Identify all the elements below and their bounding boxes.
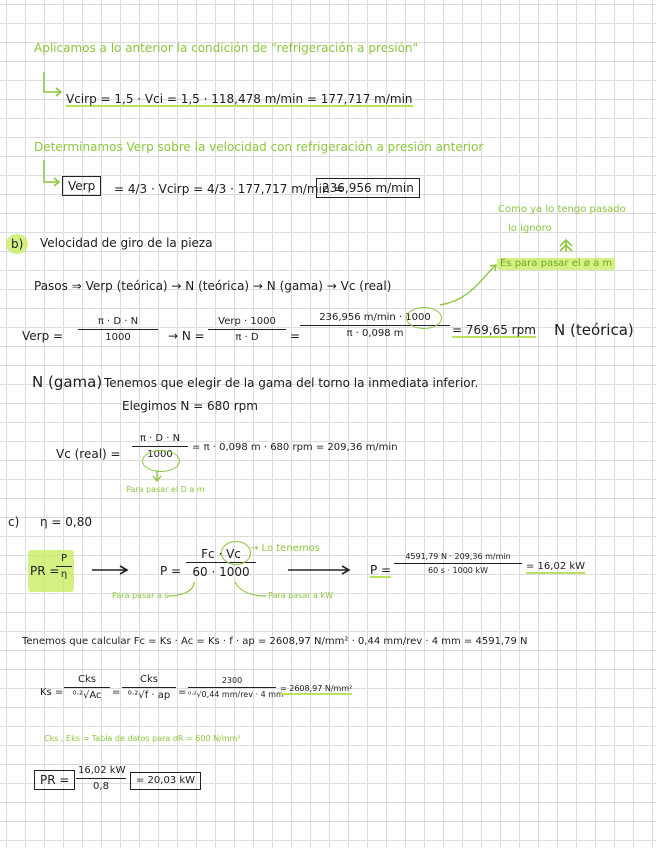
frac-fc-vc: $\frac{Fc \cdot Vc}{60 \cdot 1000}$ bbox=[186, 548, 256, 578]
frac-pr-numeric: $\frac{16,02 kW}{0,8}$ bbox=[78, 765, 126, 792]
elegimos-line: Elegimos N = 680 rpm bbox=[122, 399, 258, 413]
equals-2: = bbox=[178, 687, 187, 698]
frac-p-eta: $\frac{P}{\eta}$ bbox=[56, 554, 72, 580]
section-b-label: b) bbox=[6, 234, 28, 254]
note-line-1: Aplicamos a lo anterior la condición de "refrigeración a presión" bbox=[34, 41, 419, 55]
frac-power-numeric: 4591,79 N · 209,36 m/min 60 s · 1000 kW bbox=[394, 553, 522, 575]
ve-rp-mid: = 4/3 · Vcirp = 4/3 · 177,717 m/min = bbox=[114, 182, 344, 196]
circle-1000 bbox=[406, 307, 442, 329]
circle-vc bbox=[221, 541, 251, 565]
side-note-3: Es para pasar el ø a m bbox=[497, 258, 615, 270]
n-teorica-label: N (teórica) bbox=[554, 321, 634, 339]
frac-cks-f-ap: Cks ⁰ᐧ²√f · ap bbox=[122, 675, 176, 701]
frac-verp-1000: Verp · 1000 π · D bbox=[208, 317, 286, 343]
vc-real-result: = π · 0,098 m · 680 rpm = 209,36 m/min bbox=[192, 442, 398, 453]
ks-result: = 2608,97 N/mm² bbox=[280, 684, 353, 693]
ve-rp-symbol: Verp = bbox=[22, 329, 64, 343]
p-lhs-2: P = bbox=[370, 563, 392, 577]
ve-rp-result: 236,956 m/min bbox=[316, 178, 420, 198]
note-pasar-d: Para pasar el D a m bbox=[126, 485, 205, 494]
frac-numeric-n: 236,956 m/min · 1000 π · 0,098 m bbox=[300, 313, 450, 339]
cks-table-note: Cks , Eks ⇒ Tabla de datos para σR = 600 N/mm² bbox=[44, 734, 241, 743]
pr2-lhs: PR = bbox=[34, 770, 75, 790]
pasos-line: Pasos ⇒ Verp (teórica) → N (teórica) → N (gama) → Vc (real) bbox=[34, 279, 392, 293]
frac-cks-ac: Cks ⁰ᐧ²√Ac bbox=[64, 675, 110, 701]
n-equals: → N = bbox=[168, 329, 205, 343]
pr-lhs: PR = bbox=[30, 564, 60, 578]
equals-sign: = bbox=[290, 329, 301, 343]
section-b-title: Velocidad de giro de la pieza bbox=[40, 236, 213, 250]
lo-tenemos-note: → Lo tenemos bbox=[250, 543, 320, 554]
fc-line: Tenemos que calcular Fc = Ks · Ac = Ks · f · ap = 2608,97 N/mm² · 0,44 mm/rev · 4 mm = 4591,79 N bbox=[22, 636, 528, 647]
note-line-2: Determinamos Verp sobre la velocidad con refrigeración a presión anterior bbox=[34, 140, 484, 154]
eta-value: η = 0,80 bbox=[40, 515, 93, 529]
ve-rp-lhs: Verp bbox=[62, 176, 101, 196]
equals-1: = bbox=[112, 687, 121, 698]
n-gama-label: N (gama) bbox=[32, 373, 103, 391]
note-pasar-s: Para pasar a s bbox=[112, 591, 169, 600]
vc-rp-equation: Vcirp = 1,5 · Vci = 1,5 · 118,478 m/min = 177,717 m/min bbox=[66, 92, 413, 106]
frac-vc-real: $\frac{\pi \cdot D \cdot N}{1000}$ bbox=[132, 434, 188, 460]
note-pasar-kw: Para pasar a kW bbox=[268, 591, 333, 600]
side-note-1: Como ya lo tengo pasado bbox=[498, 204, 626, 215]
circle-1000-b bbox=[142, 450, 180, 472]
p-result: = 16,02 kW bbox=[526, 561, 586, 572]
n-result: = 769,65 rpm bbox=[452, 323, 536, 337]
frac-pi-d-n: $\frac{\pi \cdot D \cdot N}{1000}$ bbox=[78, 317, 158, 343]
section-c-label: c) bbox=[8, 515, 20, 529]
vc-real-label: Vc (real) = bbox=[56, 447, 121, 461]
ks-lhs: Ks = bbox=[40, 687, 64, 698]
p-lhs: P = bbox=[160, 564, 182, 578]
frac-ks-numeric: 2300 ⁰ᐧ²√0,44 mm/rev · 4 mm bbox=[188, 676, 284, 699]
n-gama-text: Tenemos que elegir de la gama del torno la inmediata inferior. bbox=[104, 376, 479, 390]
side-note-2: lo ignoro bbox=[508, 223, 552, 234]
pr2-result: = 20,03 kW bbox=[130, 772, 201, 790]
